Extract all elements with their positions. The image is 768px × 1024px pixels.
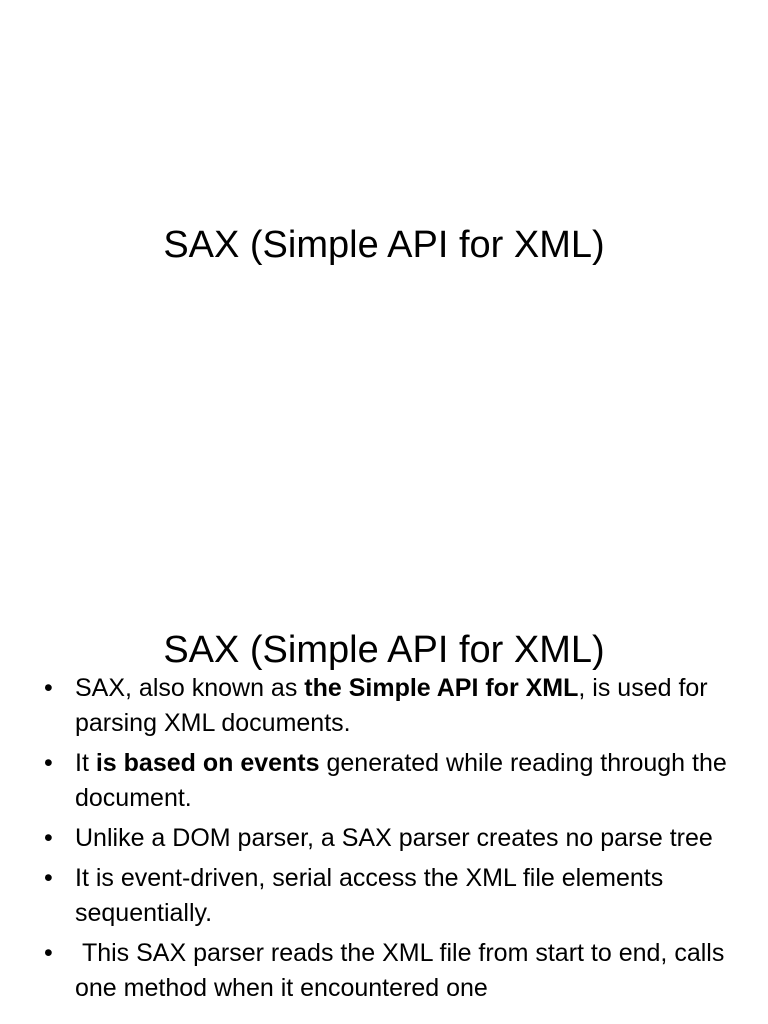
bullet-text: This SAX parser reads the XML file from start to end, calls one method when it encountered one [75,939,732,1002]
bullet-text: It is event-driven, serial access the XML file elements sequentially. [75,864,664,927]
bullet-marker: • [44,749,53,777]
bullet-marker: • [44,824,53,852]
slide-content [0,576,768,1024]
bullet-text-bold: is based on events [95,749,320,777]
bullet-text: Unlike a DOM parser, a SAX parser creates no parse tree [75,824,713,852]
bullet-marker: • [44,864,53,892]
bullet-list [40,671,746,1011]
bullet-text: , is used for parsing XML documents. [75,674,708,737]
bullet-item [40,671,746,741]
slide-title-heading: SAX (Simple API for XML) [163,224,605,266]
slide-content-heading: SAX (Simple API for XML) [163,629,605,671]
bullet-item [40,861,746,931]
bullet-item [40,936,746,1006]
bullet-text-bold: the Simple API for XML [304,674,579,702]
bullet-marker: • [44,939,53,967]
bullet-text: It [75,749,96,777]
bullet-text: SAX, also known as [75,674,305,702]
bullet-item [40,746,746,816]
bullet-item [40,821,746,856]
bullet-marker: • [44,674,53,702]
bullet-text: generated while reading through the document. [75,749,727,812]
